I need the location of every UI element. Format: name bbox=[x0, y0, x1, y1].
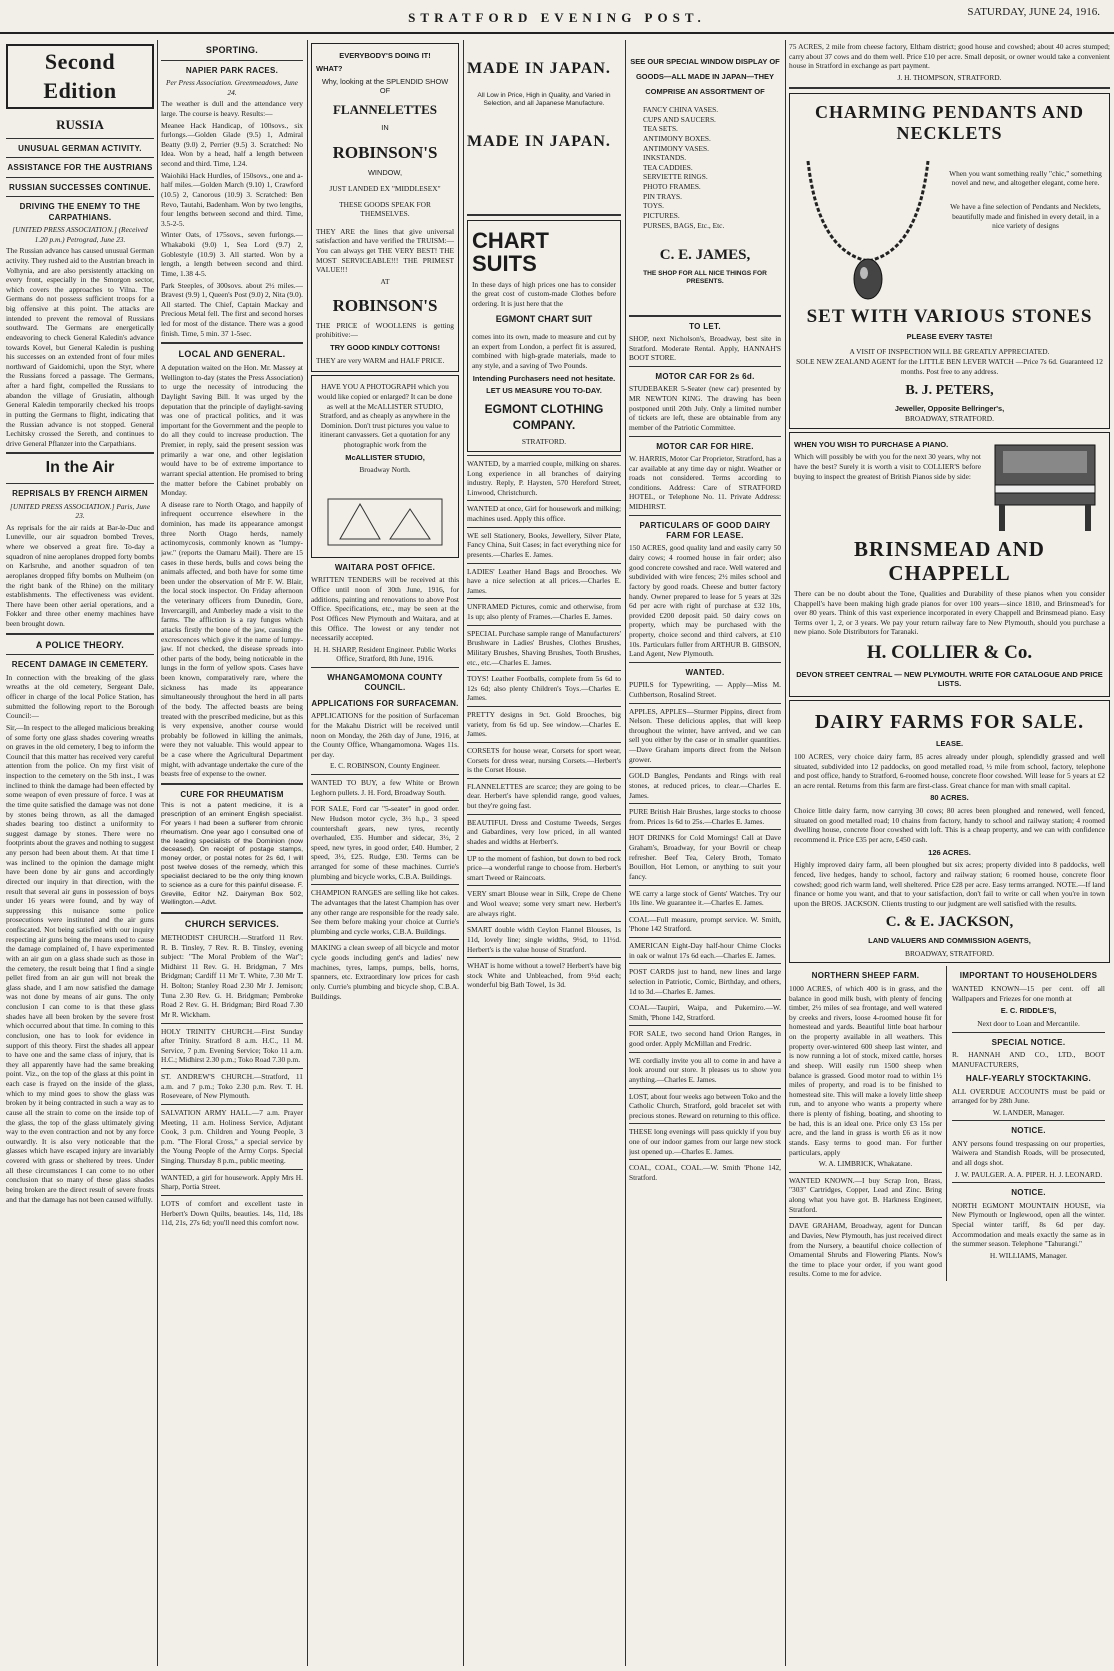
ad-line: McALLISTER STUDIO, bbox=[345, 452, 425, 462]
classified-ad: LOST, about four weeks ago between Toko and the Catholic Church, Stratford, gold bracelet set with precious stones. Reward on returning to this office. bbox=[629, 1091, 781, 1120]
article-text: Meanee Hack Handicap, of 100sovs., six furlongs.—Golden Glade (9.5) 1, Admiral Beatty (9.0) 2, Perrier (9.5) 3. Scratched: No Idea. Won by a head, half a length between second and third. Time, 1.24. bbox=[161, 120, 303, 169]
classified-ad: DAVE GRAHAM, Broadway, agent for Duncan and Davies, New Plymouth, has just received direct from the Nursery, a beautiful choice collection of Ornamental Shrubs and Flowering Plants. Now's the time to place your order, if you want good results. Come to me for advice. bbox=[789, 1221, 942, 1279]
column-1 bbox=[6, 40, 154, 1666]
collier-piano-ad bbox=[789, 432, 1110, 698]
classified-ad: WANTED KNOWN—15 per cent. off all Wallpapers and Friezes for one month at bbox=[952, 983, 1105, 1003]
masthead bbox=[0, 0, 1114, 34]
tender-text: WRITTEN TENDERS will be received at this Office until noon of 30th June, 1916, for additions, painting and renovations to above Post Office. Specifications, etc., may be seen at the Post Offices New Plymouth and Waitara, and at this Office. The lowest or any tender not necessarily accepted. bbox=[311, 575, 459, 643]
classified-ad: GOLD Bangles, Pendants and Rings with real stones, at reduced prices, to clear.—Charles E. James. bbox=[629, 771, 781, 800]
classified-ad: CHAMPION RANGES are selling like hot cakes. The advantages that the latest Champion has over any other range are responsible for the ready sale. See them before making your choice at Currie's plumbing and cycle works, C.B.A. Buildings. bbox=[311, 888, 459, 936]
japan-goods-list bbox=[629, 105, 781, 230]
ad-line: BROADWAY, STRATFORD. bbox=[905, 948, 994, 958]
charming-pendants-heading: CHARMING PENDANTS AND NECKLETS bbox=[814, 101, 1084, 144]
ad-line: THESE GOODS SPEAK FOR THEMSELVES. bbox=[339, 199, 431, 219]
article-text: Sir,—In respect to the alleged malicious breaking of some forty one glass shades covering wreaths on graves in the old cemetery, I beg to inform the Council that this matter has received very careful attention from the police. On my first visit of inspection to the cemetery on the 5th inst., I was inclined to think the damage had been effected by some weapon of even pressure of force. I was at the time quite satisfied the damage was not done by stones being thrown, as all the damaged shades bearing too distinct a uniformity to suggest damage by stones. There were no footprints about the graves and nothing to suggest any person had been about them. At that time I was inclined to the opinion the damage might have been done by air guns and accordingly directed our inquiry in that direction, with the result that several air guns in possession of boys under 16 years were found, and by way of suppressing this nuisance some police prosecutions were instituted and the air guns confiscated. Not being satisfied with our inquiry respecting air guns being the means used to cause the damage complained of, I have experimented with an air gun on a glass shade such as those in the cemetery, the result being that I find a single pellet fired from an air gun will not break the glass shade, and I am now satisfied the damage was not done by means of air guns. The only conclusion I can come to is that these glass shades have all been broken by the severe frost which occurred about that time. In coming to this conclusion, one has to look for evidence in support of this theory. First the shades all appear to have one and the same class of injury, that is they all apparently have had the same breaking point. Viz., on the top of the glass at this point in each case is frayed on the inside of the glass, which to my mind goes to show the glass was broken by it being contracted in such a way as to cause all the strain to come on the inside top of the glass, the top of the glass ultimately giving way to the even contraction and not by any force outwardly. It is also very noticeable that the glasses which have escaped injury are invariably covered with grass or sheltered by trees. Under all these circumstances I can come to no other conclusion that so many of these glass shades being broken are the direct result of severe frosts and that the damage has not been caused wilfully. bbox=[6, 722, 154, 1204]
article-text: A disease rare to North Otago, and happily of infrequent occurrence elsewhere in the dominion, has made its appearance amongst three North Otago herds, namely actinomycosis, commonly known as "lumpy-jaw." (reports the Oamaru Mail). There are 15 cases in these herds, bulls and cows being the animals affected, and both have for some time been under the observation of Mr F. W. Blair, the local stock inspector. On Friday afternoon the veterinary officers from Dunedin, Gore, Invercargill, and Amberley made a visit to the farms. The affliction is a ray fungus which attacks firstly the bone of the jaw, causing the excrescences which give it the name of lumpy-jaw. If not checked, the disease spreads into other parts of the body, being noticeable in the lungs in the form of yellow spots. Cases have been known, comparatively rare, where the sickness has made its appearance simultaneously throughout the herd in all parts of the body. The affected beasts are being treated with the prescribed medicine, but as this is very expensive, another course would probably be followed in killing the animals, were they not valuable. This would appear to be a case where the Agricultural Department might, with advantage undertake the cure of the beasts free of expense to the owner. bbox=[161, 499, 303, 779]
ad-line: THE SHOP FOR ALL NICE THINGS FOR PRESENTS. bbox=[643, 269, 767, 286]
bottom-right bbox=[947, 966, 1105, 1262]
classified-ad: PRETTY designs in 9ct. Gold Brooches, big variety, from 6s 6d up. See window.—Charles E. James. bbox=[467, 710, 621, 739]
article-text: METHODIST CHURCH.—Stratford 11 Rev. R. B. Tinsley, 7 Rev. R. B. Tinsley, evening subject: "The Moral Problem of the War"; Midhirst 11 Rev. G. H. Bridgman, 7 Mrs Bridgman; Cardiff 11 Mr T. White, 7.30 Mr T. H. Bolton; Stanley Road 2.30 Mr J. Jemison; Tuna 2.30 Rev. G. H. Bridgman; Pembroke Road 2 Rev. G. H. Bridgman; Bird Road 7.30 Mr R. Wickham. bbox=[161, 932, 303, 1019]
subheading: UNUSUAL GERMAN ACTIVITY. bbox=[18, 144, 142, 154]
classified-ad: ANY persons found trespassing on our properties, Waiwera and Standish Roads, will be prosecuted, and all dogs shot. bbox=[952, 1138, 1105, 1168]
article-text: ST. ANDREW'S CHURCH.—Stratford, 11 a.m. and 7 p.m.; Toko 2.30 p.m. Rev. T. H. Roseveare, of New Plymouth. bbox=[161, 1072, 303, 1101]
classified-ad: WANTED TO BUY, a few White or Brown Leghorn pullets. J. H. Ford, Broadway South. bbox=[311, 778, 459, 797]
dateline: [UNITED PRESS ASSOCIATION.] Paris, June 23. bbox=[9, 501, 150, 521]
jackson-farms-ad bbox=[789, 700, 1110, 963]
motor-hire-heading: MOTOR CAR FOR HIRE. bbox=[656, 441, 754, 451]
piano-heading: WHEN YOU WISH TO PURCHASE A PIANO. bbox=[794, 439, 949, 449]
to-let-heading: TO LET. bbox=[689, 321, 721, 331]
studio-illustration-icon bbox=[320, 479, 450, 549]
classified-ad: WANTED KNOWN.—I buy Scrap Iron, Brass, "303" Cartridges, Copper, Lead and Zinc. Bring along what you have got. B. Harkness Engineer, Stratford. bbox=[789, 1175, 942, 1214]
dairy-lease-heading: PARTICULARS OF GOOD DAIRY FARM FOR LEASE. bbox=[639, 520, 771, 541]
notice-heading: NOTICE. bbox=[1011, 1126, 1046, 1136]
ad-signature: J. H. THOMPSON, STRATFORD. bbox=[897, 72, 1002, 82]
classified-ad: COAL, COAL, COAL.—W. Smith 'Phone 142, Stratford. bbox=[629, 1163, 781, 1182]
ad-line: 126 ACRES. bbox=[928, 847, 971, 857]
classified-ad: LADIES' Leather Hand Bags and Brooches. We have a nice selection at all prices.—Charles E. James. bbox=[467, 566, 621, 595]
stocktaking-heading: HALF-YEARLY STOCKTAKING. bbox=[965, 1074, 1092, 1084]
ad-signature: J. W. PAULGER. A. A. PIPER. H. J. LEONARD. bbox=[954, 1169, 1103, 1179]
classified-ad: AMERICAN Eight-Day half-hour Chime Clocks in oak or walnut 17s 6d each.—Charles E. James. bbox=[629, 941, 781, 960]
c-e-james-name: C. E. JAMES, bbox=[659, 247, 751, 264]
second-edition-heading: Second Edition bbox=[6, 44, 154, 109]
column-4 bbox=[467, 40, 621, 1666]
ad-line: PLEASE EVERY TASTE! bbox=[906, 331, 993, 341]
classified-ad: 150 ACRES, good quality land and easily carry 50 dairy cows; 4 roomed house in fair order; also good concrete cowshed and race. Well watered and subdivided with wire fences; 2½ miles school and factory by good roads. Cheese and butter factory handy. Owner prepared to lease for 5 years at 32s 6d per acre with right of purchase at £32 10s, provided £200 deposit paid. 50 dairy cows on property, which may be purchased with the property, choice second and third calvers, at £10 10s. Particulars fuller from ARTHUR B. GIBSON, Land Agent, New Plymouth. bbox=[629, 543, 781, 659]
local-general-heading: LOCAL AND GENERAL. bbox=[178, 349, 286, 360]
article-text: SALVATION ARMY HALL.—7 a.m. Prayer Meeting, 11 a.m. Holiness Service, Adjutant Cook, 3 p.m. Children and Young People, 3 p.m. "The Floral Cross," a special service by the Young People of the Army Corps. Special Singing. Thursday 8 p.m., public meeting. bbox=[161, 1107, 303, 1166]
article-text: Park Steeples, of 300sovs. about 2½ miles.—Bravest (9.9) 1, Queen's Post (9.0) 2, Nita (9.0). All started. The Chief, Captain Mackay and Precious Metal fell. The first and second horses led for most of the distance. There was a good finish. Time, 5 min. 37 1-5sec. bbox=[161, 280, 303, 338]
column-6 bbox=[789, 40, 1110, 1666]
column-3 bbox=[311, 40, 459, 1666]
list-item: ANTIMONY BOXES. bbox=[643, 133, 711, 143]
notice-heading: NOTICE. bbox=[1011, 1188, 1046, 1198]
article-text: As reprisals for the air raids at Bar-le-Duc and Luneville, our air squadron bombed Treves, where we observed a great fire. To-day a squadron of nine aeroplanes dropped forty bombs on Karlsruhe, and another squadron of ten aeroplanes dropped fifty bombs on Mulheim (on the right bank of the Rhine) on the military establishments. The effectiveness was evident. There have been other aerial operations, and a Fokker and three other enemy machines have been brought down. bbox=[6, 522, 154, 629]
brinsmead-chappell-heading: BRINSMEAD AND CHAPPELL bbox=[854, 536, 1045, 585]
classified-ad: FOR SALE, two second hand Orion Ranges, in good order. Apply McMillan and Fredric. bbox=[629, 1029, 781, 1049]
subheading: REPRISALS BY FRENCH AIRMEN bbox=[12, 489, 148, 499]
ad-line: Broadway North. bbox=[359, 465, 411, 475]
list-item: PHOTO FRAMES. bbox=[643, 182, 701, 191]
tender-signature: H. H. SHARP, Resident Engineer. Public Works Office, Stratford, 8th June, 1916. bbox=[313, 644, 457, 664]
classified-ad: FOR SALE, Ford car "5-seater" in good order. New Hudson motor cycle, 3½ h.p., 3 speed countershaft gears, new tyres, recently overhauled, £35. Humber and sidecar, 3½, 2 speed, new tyres, in good order, £40. Humber, 2 speed, 3½, £25. Rudge, £30. Terms can be arranged for some of these machines. Currie's plumbing and bicycle works, C.B.A. Buildings. bbox=[311, 804, 459, 881]
ad-line: EVERYBODY'S DOING IT! bbox=[339, 51, 431, 60]
wanted-heading: WANTED. bbox=[685, 667, 725, 677]
ad-line: THEY are very WARM and HALF PRICE. bbox=[316, 355, 445, 365]
ad-text: We have a fine selection of Pendants and Necklets, beautifully made and finished in every detail, in a nice variety of designs bbox=[950, 201, 1101, 231]
peters-name: B. J. PETERS, bbox=[905, 383, 994, 399]
classified-ad: WE carry a large stock of Gents' Watches. Try our 10s line. We guarantee it.—Charles E. James. bbox=[629, 888, 781, 908]
article-text: HOLY TRINITY CHURCH.—First Sunday after Trinity. Stratford 8 a.m. H.C., 11 M. Service, 7 p.m. Evening Service; Toko 11 a.m. H.C.; Midhirst 2.30 p.m.; Toko Road 7.30 p.m. bbox=[161, 1026, 303, 1065]
ad-text: Which will possibly be with you for the next 30 years, why not have the best? Surely it is worth a visit to COLLIER'S before buying to inspect the greatest of British Pianos side by side: bbox=[794, 452, 981, 481]
ad-text: HAVE YOU A PHOTOGRAPH which you would like copied or enlarged? It can be done as well at the McALLISTER STUDIO, Stratford, and as cheaply as anywhere in the Dominion. Don't trust pictures you value to itinerant canvassers. Get a quotation for any photographic work from the bbox=[317, 382, 453, 450]
classified-ad: STUDEBAKER 5-Seater (new car) presented by MR NEWTON KING. The drawing has been postponed until 20th July. Only a limited number of tickets are left, these are obtainable from any member of the Patriotic Committee. bbox=[629, 384, 781, 432]
column-rule bbox=[625, 40, 626, 1666]
pendant-necklace-icon bbox=[798, 151, 938, 301]
list-item: PIN TRAYS. bbox=[643, 191, 683, 201]
ad-text: Highly improved dairy farm, all been ploughed but six acres; property divided into 8 paddocks, well fenced, live hedges, handy to school, factory and railway station; 6 roomed house, concrete floor cowshed; good rich warm land, well sheltered. Price £28 per acre. Easy terms arranged. NOTE.—If land finance or home you want, and that to your satisfaction, don't fail to write or call when you're in town upon the BROS. JACKSON. Clients trusting to our judgment are well satisfied with the results. bbox=[794, 860, 1105, 908]
ad-line: Why, looking at the SPLENDID SHOW OF bbox=[321, 76, 449, 96]
motor-car-heading: MOTOR CAR FOR 2s 6d. bbox=[655, 372, 755, 382]
ad-signature: W. A. LIMBRICK, Whakatane. bbox=[818, 1159, 913, 1169]
ad-line: SOLE NEW ZEALAND AGENT for the LITTLE BEN LEVER WATCH —Price 7s 6d. Guaranteed 12 months. Post free to any address. bbox=[796, 356, 1103, 376]
dairy-farms-heading: DAIRY FARMS FOR SALE. bbox=[814, 711, 1085, 734]
ad-line: LEASE. bbox=[935, 739, 964, 749]
ad-line: LET US MEASURE YOU TO-DAY. bbox=[486, 386, 602, 396]
list-item: ANTIMONY VASES. bbox=[643, 143, 709, 153]
ad-text: In these days of high prices one has to consider the great cost of custom-made Clothes before ordering. It is just here that the bbox=[472, 279, 616, 308]
classified-ad: LOTS of comfort and excellent taste in Herbert's Down Quilts, beauties. 14s, 11d, 18s 11d, 21s, 27s 6d; you'll need this comfort now. bbox=[161, 1198, 303, 1228]
classified-ad: W. HARRIS, Motor Car Proprietor, Stratford, has a car available at any time day or night. Weather or roads not considered. Terms according to conditions. Address: Care of STRATFORD HOTEL, or Telephone No. 11. Private Address: MIDHIRST. bbox=[629, 453, 781, 512]
notice-text: APPLICATIONS for the position of Surfaceman for the Makahu District will be received until noon on Monday, the 26th day of June, 1916, at the County Office, Whangamomona. Wages 11s. per day. bbox=[311, 711, 459, 759]
classified-ad: UP to the moment of fashion, but down to bed rock price—a wonderful range to choose from. Herbert's smart Tweed or Raincoats. bbox=[467, 853, 621, 882]
ad-text: When you want something really "chic," something novel and new, and altogether elegant, come here. bbox=[949, 168, 1102, 188]
chart-suits-ad bbox=[467, 220, 621, 452]
ad-line: IN bbox=[381, 122, 389, 132]
made-in-japan-heading: MADE IN JAPAN. bbox=[467, 132, 611, 150]
ad-signature: E. C. RIDDLE'S, bbox=[1000, 1006, 1057, 1016]
waitara-heading: WAITARA POST OFFICE. bbox=[334, 563, 436, 573]
ad-text: 100 ACRES, very choice dairy farm, 85 acres already under plough, splendidly grassed and well situated, subdivided into 12 paddocks, on good metalled road, ½ mile from school, factory, telephone and post office, handy to Stratford, 6-roomed house, concrete floor cowshed. Will lease for 5 years at £2 an acre rental. Returns from this farm are first-class. Great chance for man with small capital. bbox=[794, 751, 1105, 790]
classified-ad: COAL—Full measure, prompt service. W. Smith, 'Phone 142 Stratford. bbox=[629, 914, 781, 934]
subheading: RUSSIAN SUCCESSES CONTINUE. bbox=[9, 182, 151, 192]
classified-ad: WE cordially invite you all to come in and have a look around our store. It pleases us to show you anything.—Charles E. James. bbox=[629, 1055, 781, 1084]
classified-ad: PURE British Hair Brushes, large stocks to choose from. Prices 1s 6d to 25s.—Charles E. James. bbox=[629, 807, 781, 826]
ad-line: TRY GOOD KINDLY COTTONS! bbox=[330, 342, 440, 352]
ad-line: FLANNELETTES bbox=[332, 101, 438, 117]
classified-ad: SPECIAL Purchase sample range of Manufacturers' Brushware in Ladies' Brushes, Clothes Brushes, Military Brushes, Shaving Brushes, Tooth Brushes, etc., etc.—Charles E. James. bbox=[467, 628, 621, 667]
made-in-japan-heading: MADE IN JAPAN. bbox=[467, 60, 611, 77]
subheading: DRIVING THE ENEMY TO THE CARPATHIANS. bbox=[19, 202, 141, 222]
classified-ad: SMART double width Ceylon Flannel Blouses, 1s 11d, lovely line; single widths, 9½d, to 11½d. Herbert's is the value house of Stratford. bbox=[467, 925, 621, 954]
ad-signature: H. WILLIAMS, Manager. bbox=[989, 1250, 1068, 1260]
sheep-farm-heading: NORTHERN SHEEP FARM. bbox=[811, 971, 920, 981]
column-2 bbox=[161, 40, 303, 1666]
ad-line: 80 ACRES. bbox=[930, 793, 969, 803]
ad-line: THE PRICE of WOOLLENS is getting prohibitive:— bbox=[316, 320, 454, 340]
classified-ad: 75 ACRES, 2 mile from cheese factory, Eltham district; good house and cowshed; about 40 acres stumped; carry about 37 cows and do them well. Price £10 per acre. Small deposit, or owner would take a convenient house in Stratford in exchange as part payment. bbox=[789, 42, 1110, 71]
list-item: SERVIETTE RINGS. bbox=[643, 172, 708, 182]
classified-ad: WANTED, a girl for housework. Apply Mrs H. Sharp, Portia Street. bbox=[161, 1172, 303, 1192]
classified-ad: WHAT is home without a towel? Herbert's have big stock White and Unbleached, from 9½d each; wonderful big Bath Towel, 1s 3d. bbox=[467, 961, 621, 990]
russia-heading: RUSSIA bbox=[56, 117, 104, 133]
japan-display-heading: SEE OUR SPECIAL WINDOW DISPLAY OF GOODS—ALL MADE IN JAPAN—THEY COMPRISE AN ASSORTMENT OF bbox=[630, 57, 780, 96]
list-item: PICTURES. bbox=[643, 210, 680, 220]
ad-line: Intending Purchasers need not hesitate. bbox=[472, 373, 616, 383]
subheading: RECENT DAMAGE IN CEMETERY. bbox=[11, 660, 149, 670]
column-rule bbox=[307, 40, 308, 1666]
ad-line: WHAT? bbox=[316, 63, 343, 73]
classified-ad: COAL—Taupiri, Waipa, and Pukemiro.—W. Smith, 'Phone 142, Stratford. bbox=[629, 1003, 781, 1022]
collier-name: H. COLLIER & Co. bbox=[866, 642, 1033, 664]
church-heading: CHURCH SERVICES. bbox=[184, 919, 280, 930]
egmont-chart-suit: EGMONT CHART SUIT bbox=[495, 314, 593, 325]
column-5 bbox=[629, 40, 781, 1666]
classified-ad: PUPILS for Typewriting, — Apply—Miss M. Cuthbertson, Rosalind Street. bbox=[629, 680, 781, 699]
column-rule bbox=[785, 40, 786, 1666]
newspaper-title: STRATFORD EVENING POST. bbox=[408, 10, 706, 25]
article-text: A deputation waited on the Hon. Mr. Massey at Wellington to-day (states the Press Association) to urge the necessity of introducing the Daylight Saving Bill. It was urged by the deputation that the principle of daylight-saving was one of practical politics, and it was important for the Government and the people to do all they could to increase production. The Premier, in reply, said the present session was primarily a war one, and other legislation would have to be of extreme importance to warrant special attention. He promised to bring the matter before the Cabinet probably on Monday. bbox=[161, 363, 303, 498]
list-item: PURSES, BAGS, Etc., Etc. bbox=[643, 220, 725, 230]
classified-ad: FLANNELETTES are scarce; they are going to be dear. Herbert's have splendid range, good values, but they're going fast. bbox=[467, 781, 621, 810]
list-item: CUPS AND SAUCERS. bbox=[643, 114, 716, 124]
ad-line: LAND VALUERS AND COMMISSION AGENTS, bbox=[868, 936, 1031, 946]
ad-text: Choice little dairy farm, now carrying 30 cows; 80 acres been ploughed and renewed, well fenced, situated on good metalled road; 10 chains from factory, handy to school and railway station; 4 roomed dwelling house, concrete floor cowshed with loft. This is a cheap property, and we can with confidence recommend it. Price £35 per acre, £450 cash. bbox=[794, 806, 1105, 845]
ad-text: There can be no doubt about the Tone, Qualities and Durability of these pianos when you consider Chappell's have been making high grade pianos for over 100 years—since 1810, and Brinsmead's for over 80 years. Think of this vast experience incorporated in every Chappell and Brinsmead piano. Easy Terms over 1, 2, or 3 years. We pay your return railway fare to New Plymouth, should you purchase a new piano. Sole Distributors for Taranaki. bbox=[794, 588, 1105, 637]
column-rule bbox=[463, 40, 464, 1666]
ad-text: comes into its own, made to measure and cut by an expert from London, a perfect fit is assured, combined with high-grade materials, made to any style, and a saving of Two Pounds. bbox=[472, 332, 616, 370]
classified-ad: NORTH EGMONT MOUNTAIN HOUSE, via New Plymouth or Inglewood, open all the winter. Special winter tariff, 8s 6d per day. Accommodation and meals exactly the same as in the summer season. Telephone "Tahurangi." bbox=[952, 1200, 1105, 1249]
article-text: In connection with the breaking of the glass wreaths at the old cemetery, Sergeant Dale, officer in charge of the local Police Station, has submitted the following report to the Borough Council:— bbox=[6, 672, 154, 721]
dateline: [UNITED PRESS ASSOCIATION.] (Received 1.20 p.m.) Petrograd, June 23. bbox=[12, 225, 148, 244]
mcallister-ad bbox=[311, 375, 459, 558]
classified-ad: R. HANNAH AND CO., LTD., BOOT MANUFACTURERS, bbox=[952, 1049, 1105, 1069]
classified-ad: WANTED, by a married couple, milking on shares. Long experience in all branches of dairying industry. Reply, P. Haysten, 570 Hereford Street, Linwood, Christchurch. bbox=[467, 458, 621, 497]
robinsons-name: ROBINSON'S bbox=[332, 295, 438, 315]
classified-ad: CORSETS for house wear, Corsets for sport wear, Corsets for dress wear, nursing Corsets.—Herbert's is the Corset House. bbox=[467, 745, 621, 775]
robinsons-ad bbox=[311, 43, 459, 372]
notice-signature: E. C. ROBINSON, County Engineer. bbox=[329, 761, 441, 771]
dateline: Per Press Association. Greenmeadows, June 24. bbox=[166, 78, 298, 97]
ad-signature: W. LANDER, Manager. bbox=[992, 1107, 1065, 1117]
classified-ad: WE sell Stationery, Books, Jewellery, Silver Plate, Fancy China, Suit Cases; in fact everything nice for presents.—Charles E. James. bbox=[467, 530, 621, 559]
article-text: Winter Oats, of 175sovs., seven furlongs.—Whakaboki (9.0) 1, Sea Lord (9.7) 2, Goblestyle (10.9) 3. All started. Won by a length, a length between second and third. Time, 1.38 4-5. bbox=[161, 230, 303, 278]
classified-ad: WANTED at once, Girl for housework and milking; machines used. Apply this office. bbox=[467, 504, 621, 523]
classified-ad: POST CARDS just to hand, new lines and large selection in Patriotic, Comic, Birthday, and others, 1d to 3d.—Charles E. James. bbox=[629, 967, 781, 996]
ad-line: THEY ARE the lines that give universal satisfaction and have verified the TRUISM:—You can always get THE VERY BEST! THE MOST SERVICEABLE!!! THE PRIMEST VALUE!!! bbox=[316, 226, 454, 275]
householders-heading: IMPORTANT TO HOUSEHOLDERS bbox=[959, 971, 1098, 981]
list-item: TOYS. bbox=[643, 201, 665, 211]
ad-line: Jeweller, Opposite Bellringer's, bbox=[894, 404, 1005, 414]
set-with-stones-heading: SET WITH VARIOUS STONES bbox=[806, 305, 1093, 327]
classified-ad: UNFRAMED Pictures, comic and otherwise, from 1s up; also plenty of Frames.—Charles E. James. bbox=[467, 602, 621, 621]
chart-suits-heading: CHART SUITS bbox=[472, 228, 549, 277]
special-notice-heading: SPECIAL NOTICE. bbox=[991, 1037, 1066, 1047]
jackson-name: C. & E. JACKSON, bbox=[885, 913, 1014, 930]
robinsons-name: ROBINSON'S bbox=[332, 143, 438, 163]
ad-line: AT bbox=[380, 276, 390, 286]
subheading: NAPIER PARK RACES. bbox=[185, 65, 279, 75]
egmont-clothing-company: EGMONT CLOTHING COMPANY. bbox=[484, 402, 604, 432]
article-text: The Russian advance has caused unusual German activity. They rushed aid to the Austrian breach in Volhynia, and are also persistently attacking on every front, especially in the Smorgon sector, which covers the approaches to Vilna. The Germans do not possess sufficient troops for a big offensive at this point. The attacks are intended to prevent the removal of Russians southward. The Germans are energetically endeavoring to check General Kaledin's advance towards Kovel, but General Kaledin is pushing his successes on an extended front of four miles northward of Gaidomichi, upon the Styr, where the Russians forced a passage. The Germans, after a hard fight, compelled the Russians to abandon the village of Grusiatin, although General Kaledin temporarily checked his troops in putting the Germans to flight, indicating that the Russian advance is not stopped. General Lechitsky crossed the Sereth, and continues to drive General Pflanzer into the Carpathians. bbox=[6, 246, 154, 448]
subheading: A POLICE THEORY. bbox=[35, 639, 125, 650]
list-item: FANCY CHINA VASES. bbox=[643, 105, 719, 114]
sporting-heading: SPORTING. bbox=[205, 45, 259, 55]
classified-ad: APPLES, APPLES—Sturmer Pippins, direct from Nelson. These delicious apples, that will keep throughout the winter, have arrived, and we can sell you either by the case or in smaller quantities.—Dave Graham imports direct from the Nelson grower. bbox=[629, 706, 781, 764]
list-item: TEA SETS. bbox=[643, 124, 678, 134]
cure-heading: CURE FOR RHEUMATISM bbox=[180, 789, 284, 799]
classified-ad: BEAUTIFUL Dress and Costume Tweeds, Serges and Gabardines, very low priced, in all wanted shades and widths at Herbert's. bbox=[467, 817, 621, 846]
ad-line: WINDOW, bbox=[367, 168, 403, 178]
bottom-left bbox=[789, 966, 947, 1281]
bottom-split bbox=[789, 966, 1110, 1281]
list-item: TEA CADDIES. bbox=[643, 162, 693, 172]
classified-ad: ALL OVERDUE ACCOUNTS must be paid or arranged for by 28th June. bbox=[952, 1086, 1105, 1106]
classified-ad: 1000 ACRES, of which 400 is in grass, and the balance in good milk bush, with plenty of fencing timber, 2½ miles of sea frontage, and well watered by creeks and rivers, loose 4-roomed house fit for homestead and yards. Beautiful little boat harbour on the property available in all weathers. This property over-wintered 600 sheep last winter, and is now running a lot of stock, mixed cattle, horses and sheep. Will easily run 1500 sheep when balance is grassed. Good motor road to within 1½ miles of property, and road is to be finished to homestead site. This will make a lovely little sheep run, and to anyone who wants a property where there is plenty of fishing, boating, and shooting to be had, this is an ideal one. Price only £3 15s per acre, and the land in grass is worth £6 as it now stands. Easy terms to good man. For further particulars, apply bbox=[789, 983, 942, 1157]
classified-ad: TOYS! Leather Footballs, complete from 5s 6d to 12s 6d; also plenty Children's Toys.—Charles E. James. bbox=[467, 674, 621, 703]
in-the-air-heading: In the Air bbox=[45, 459, 115, 477]
piano-icon bbox=[985, 439, 1105, 535]
whangamomona-heading: WHANGAMOMONA COUNTY COUNCIL. bbox=[327, 673, 443, 693]
ad-line: STRATFORD. bbox=[521, 437, 567, 447]
ad-line: JUST LANDED EX "MIDDLESEX" bbox=[329, 183, 441, 193]
whangamomona-subheading: APPLICATIONS FOR SURFACEMAN. bbox=[311, 698, 459, 708]
ad-line: All Low in Price, High in Quality, and Varied in Selection, and all Japanese Manufacture. bbox=[477, 91, 611, 108]
classified-ad: SHOP, next Nicholson's, Broadway, best site in Stratford. Moderate Rental. Apply, HANNAH'S BOOT STORE. bbox=[629, 334, 781, 363]
ad-line: DEVON STREET CENTRAL — NEW PLYMOUTH. WRITE FOR CATALOGUE AND PRICE LISTS. bbox=[796, 669, 1103, 689]
list-item: INKSTANDS. bbox=[643, 153, 687, 163]
classified-ad: THESE long evenings will pass quickly if you buy one of our indoor games from our large new stock just opened up.—Charles E. James. bbox=[629, 1127, 781, 1156]
issue-date: SATURDAY, JUNE 24, 1916. bbox=[967, 6, 1100, 18]
article-text: This is not a patent medicine, it is a prescription of an eminent English specialist. For years I had been a sufferer from chronic rheumatism. One year ago I consulted one of the leading specialists of the Dominion (now deceased). On receipt of postage stamps, money order, or postal notes for 2s 6d, I will post twelve doses of the remedy, which this specialist declared to be the only thing known to science as a cure for this painful disease. F. Greville, Editor NZ. Dairyman Box 502, Wellington.—Advt. bbox=[161, 802, 303, 907]
ad-line: Next door to Loan and Mercantile. bbox=[977, 1018, 1080, 1028]
classified-ad: VERY smart Blouse wear in Silk, Crepe de Chene and Wool weave; some very smart new. Herbert's are always right. bbox=[467, 889, 621, 918]
peters-jeweller-ad bbox=[789, 93, 1110, 429]
subheading: ASSISTANCE FOR THE AUSTRIANS bbox=[7, 163, 153, 173]
article-text: The weather is dull and the attendance very large. The course is heavy. Results:— bbox=[161, 99, 303, 118]
ad-line: BROADWAY, STRATFORD. bbox=[905, 414, 994, 424]
classified-ad: HOT DRINKS for Cold Mornings! Call at Dave Graham's, Broadway, for your Bovril or cheap refresher. Beef Tea, Celery Broth, Tomato Bouillon, Hot Lemon, or anything to suit your fancy. bbox=[629, 833, 781, 881]
classified-ad: MAKING a clean sweep of all bicycle and motor cycle goods including gent's and ladies' new machines, tyres, lamps, pumps, bells, horns, spanners, etc. Extraordinary low prices for cash only. Currie's plumbing and bicycle shop, C.B.A. Buildings. bbox=[311, 943, 459, 1001]
article-text: Waiohiki Hack Hurdles, of 150sovs., one and a-half miles.—Golden March (9.10) 1, Crawford (10.5) 2, Canorous (10.9) 3. Scratched: Ben Revo, Tautahi, Badenham. Won by two lengths, four lengths between second and third. Time, 3.5-2-5. bbox=[161, 170, 303, 228]
ad-line: A VISIT OF INSPECTION WILL BE GREATLY APPRECIATED. bbox=[849, 347, 1050, 357]
column-rule bbox=[157, 40, 158, 1666]
